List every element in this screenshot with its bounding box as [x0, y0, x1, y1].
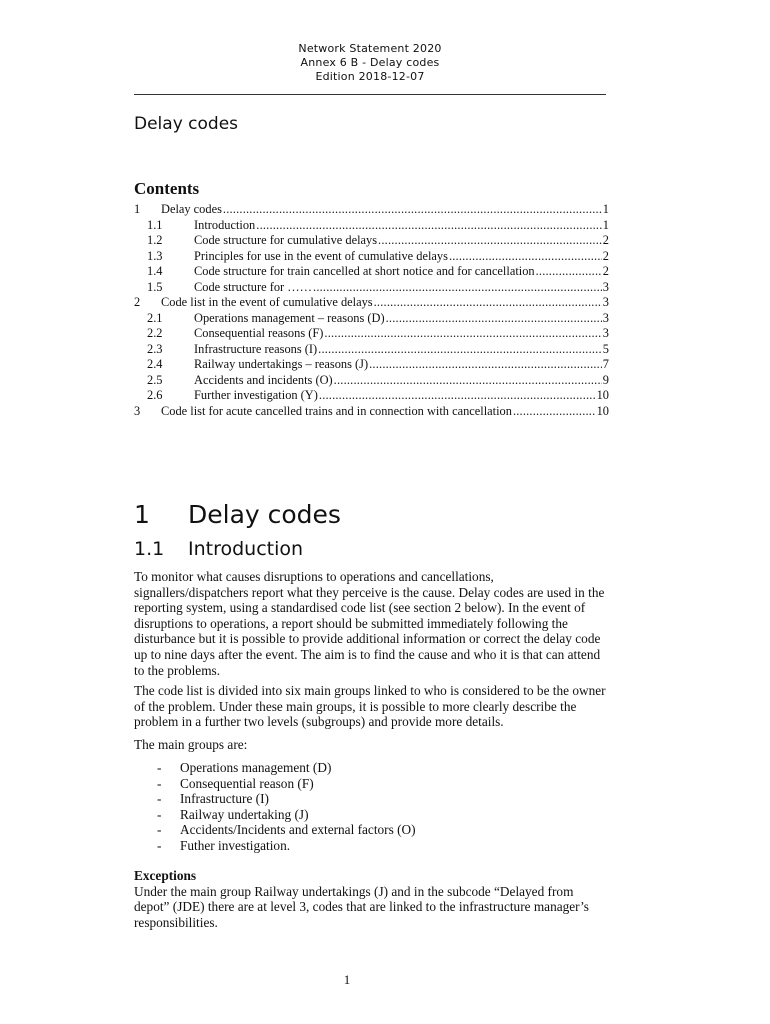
- toc-entry-page: 5: [602, 341, 609, 356]
- subsection-number: 1.1: [134, 538, 165, 560]
- toc-entry-title: Code list in the event of cumulative delays: [161, 295, 373, 309]
- list-item-text: Consequential reason (F): [180, 775, 314, 791]
- exceptions-title: Exceptions: [134, 868, 197, 883]
- list-item: [134, 807, 609, 823]
- intro-paragraph: To monitor what causes disruptions to operations and cancellations, signallers/dispatchers report what they perceive is the cause. Delay codes are used in the reporting system, using a standardised code list (see section 2 below). In the event of disruptions to operations, a report should be submitted immediately following the disturbance but it is possible to provide additional information or correct the delay code up to nine days after the event. The aim is to find the cause and who it is that can attend to the problems.: [134, 569, 605, 678]
- toc-leader: [223, 202, 602, 217]
- toc-entry-page: 7: [602, 357, 609, 371]
- toc-entry-title: Consequential reasons (F): [194, 326, 324, 340]
- header-divider: [134, 94, 606, 95]
- bullet-marker: -: [157, 822, 162, 838]
- toc-entry-number: 3: [134, 403, 141, 418]
- toc-leader: [449, 249, 602, 264]
- list-item: [134, 760, 609, 776]
- toc-entry-number: 2: [134, 295, 141, 309]
- toc-leader: [536, 264, 602, 279]
- toc-entry[interactable]: [134, 373, 609, 389]
- toc-leader: [374, 295, 602, 310]
- toc-entry-number: 1: [134, 202, 141, 216]
- toc-entry-title: Further investigation (Y): [194, 388, 318, 402]
- toc-entry-title: Accidents and incidents (O): [194, 372, 333, 387]
- list-item-text: Accidents/Incidents and external factors (O): [180, 822, 416, 838]
- toc-leader: [513, 404, 596, 419]
- header-line-annex: Annex 6 B - Delay codes: [300, 56, 440, 69]
- list-item: [134, 776, 609, 792]
- toc-leader: [313, 280, 602, 295]
- bullet-marker: -: [157, 806, 162, 822]
- toc-leader: [378, 233, 602, 248]
- toc-heading: Contents: [134, 179, 200, 198]
- toc-leader: [386, 311, 602, 326]
- toc-entry-number: 2.3: [147, 341, 163, 356]
- toc-entry-page: 9: [602, 372, 609, 387]
- code-list-paragraph: The code list is divided into six main groups linked to who is considered to be the owner of the problem. Under these main groups, it is possible to more clearly describe the problem in a further two levels (subgroups) and provide more details.: [134, 683, 606, 730]
- toc-entry[interactable]: [134, 280, 609, 296]
- toc-leader: [256, 218, 602, 233]
- section-number: 1: [134, 500, 150, 529]
- page-number: 1: [343, 972, 351, 987]
- subsection-title: Introduction: [188, 538, 304, 560]
- exceptions-text: Under the main group Railway undertakings (J) and in the subcode “Delayed from depot” (JDE) there are at level 3, codes that are linked to the infrastructure manager’s responsibilities.: [134, 883, 589, 930]
- toc-entry-number: 2.5: [147, 372, 163, 387]
- toc-entry-number: 2.4: [147, 357, 163, 371]
- toc-entry-title: Infrastructure reasons (I): [194, 341, 318, 356]
- toc-entry-number: 1.3: [147, 248, 163, 263]
- toc-leader: [319, 388, 596, 403]
- toc-entry-page: 1: [602, 202, 609, 216]
- toc-entry-page: 2: [602, 248, 609, 263]
- toc-leader: [318, 342, 602, 357]
- list-item: [134, 822, 609, 838]
- main-groups-list: [134, 760, 609, 854]
- toc-entry-title: Introduction: [194, 217, 256, 232]
- toc-entry-title: Principles for use in the event of cumulative delays: [194, 248, 448, 263]
- list-item-text: Railway undertaking (J): [180, 806, 309, 822]
- toc-entry-number: 2.6: [147, 388, 163, 402]
- toc-entry-title: Code structure for train cancelled at short notice and for cancellation: [194, 264, 535, 278]
- toc-entry-number: 1.5: [147, 279, 163, 294]
- toc-entry[interactable]: [134, 404, 609, 420]
- toc-entry-page: 3: [602, 326, 609, 340]
- toc-entry[interactable]: [134, 311, 609, 327]
- toc-entry-page: 3: [602, 295, 609, 309]
- section-title: Delay codes: [188, 500, 341, 529]
- toc-entry-title: Delay codes: [161, 202, 222, 216]
- toc-entry[interactable]: [134, 388, 609, 404]
- toc-entry-page: 1: [602, 217, 609, 232]
- header-line-statement: Network Statement 2020: [298, 42, 442, 55]
- toc-entry[interactable]: [134, 233, 609, 249]
- bullet-marker: -: [157, 760, 162, 775]
- toc-entry-number: 1.4: [147, 264, 163, 278]
- toc-entry[interactable]: [134, 342, 609, 358]
- list-item-text: Infrastructure (I): [180, 791, 269, 807]
- toc-entry-page: 3: [602, 279, 609, 294]
- list-item-text: Futher investigation.: [180, 837, 291, 853]
- bullet-marker: -: [157, 791, 162, 807]
- main-groups-intro: The main groups are:: [134, 737, 248, 752]
- toc-entry-title: Operations management – reasons (D): [194, 310, 385, 325]
- toc-entry-number: 1.1: [147, 217, 163, 232]
- table-of-contents: [134, 202, 609, 419]
- document-title: Delay codes: [134, 114, 239, 134]
- toc-entry[interactable]: [134, 295, 609, 311]
- toc-entry-number: 2.2: [147, 326, 163, 340]
- toc-entry-page: 2: [602, 264, 609, 278]
- toc-entry[interactable]: [134, 249, 609, 265]
- list-item: [134, 791, 609, 807]
- toc-entry-page: 10: [596, 403, 609, 418]
- toc-leader: [324, 326, 601, 341]
- toc-entry[interactable]: [134, 326, 609, 342]
- toc-entry[interactable]: [134, 218, 609, 234]
- exceptions-block: [134, 868, 609, 930]
- list-item-text: Operations management (D): [180, 760, 332, 775]
- toc-entry-title: Code structure for ……: [194, 279, 313, 294]
- toc-entry-title: Railway undertakings – reasons (J): [194, 357, 369, 371]
- toc-entry-number: 2.1: [147, 310, 163, 325]
- subsection-heading: [134, 538, 303, 560]
- toc-entry-page: 10: [596, 388, 609, 402]
- toc-entry-number: 1.2: [147, 233, 163, 247]
- list-item: [134, 838, 609, 854]
- toc-entry-title: Code structure for cumulative delays: [194, 233, 378, 247]
- bullet-marker: -: [157, 775, 162, 791]
- bullet-marker: -: [157, 837, 162, 853]
- section-heading: [134, 500, 341, 529]
- toc-entry-page: 2: [602, 233, 609, 247]
- toc-entry[interactable]: [134, 264, 609, 280]
- toc-leader: [369, 357, 602, 372]
- toc-entry[interactable]: [134, 202, 609, 218]
- toc-leader: [334, 373, 602, 388]
- toc-entry[interactable]: [134, 357, 609, 373]
- toc-entry-page: 3: [602, 310, 609, 325]
- header-line-edition: Edition 2018-12-07: [315, 70, 425, 83]
- toc-entry-title: Code list for acute cancelled trains and in connection with cancellation: [161, 403, 512, 418]
- running-header: [0, 42, 740, 84]
